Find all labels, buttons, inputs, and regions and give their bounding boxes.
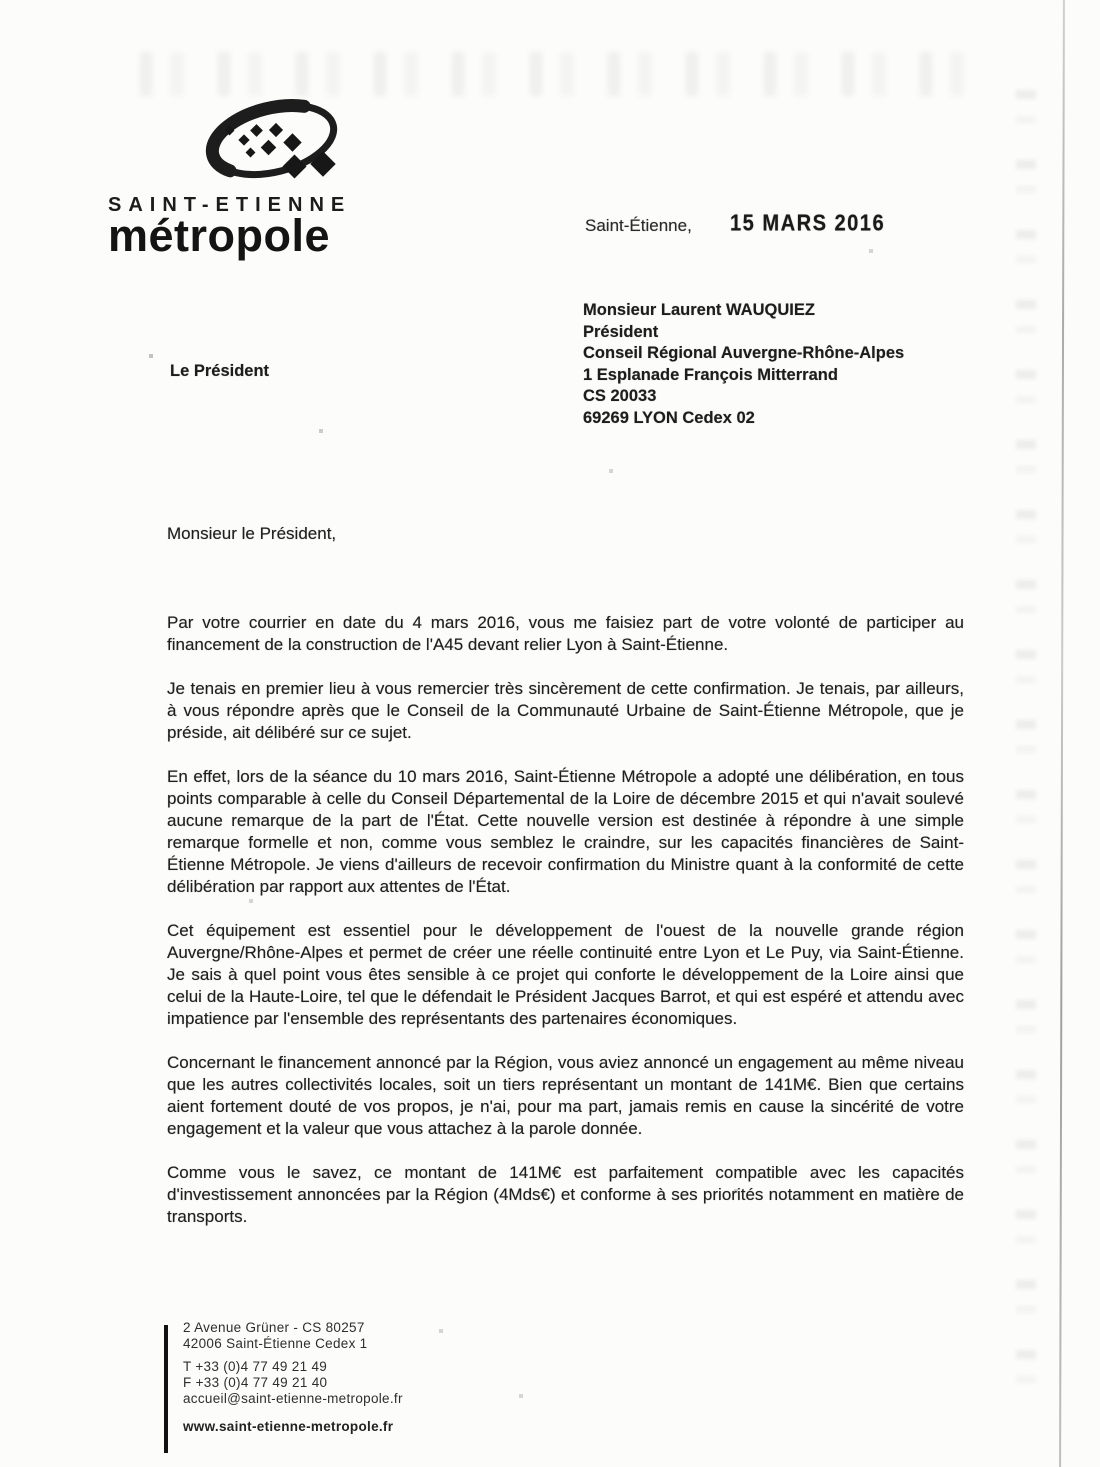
footer-phone: T +33 (0)4 77 49 21 49: [183, 1359, 328, 1374]
footer-address: [183, 1320, 403, 1352]
paragraph-4: Cet équipement est essentiel pour le développement de l'ouest de la nouvelle grande région Auvergne/Rhône-Alpes et permet de créer une réelle continuité entre Lyon et Le Puy, via Saint-Étienne. Je sais à quel point vous êtes sensible à ce projet qui conforte le développement de la Loire ainsi que celui de la Haute-Loire, tel que le défendait le Président Jacques Barrot, et qui est espéré et attendu avec impatience par l'ensemble des représentants des partenaires économiques.: [167, 921, 964, 1028]
footer-website: www.saint-etienne-metropole.fr: [183, 1419, 394, 1434]
recipient-name: Monsieur Laurent WAUQUIEZ: [583, 301, 815, 319]
paragraph-2: Je tenais en premier lieu à vous remercier très sincèrement de cette confirmation. Je tenais, par ailleurs, à vous répondre après que le Conseil de la Communauté Urbaine de Saint-Étienne Métropole, que je préside, ait délibéré sur ce sujet.: [167, 679, 964, 742]
recipient-organization: Conseil Régional Auvergne-Rhône-Alpes: [583, 344, 905, 362]
scan-artifact-right-margin-marks: [1016, 90, 1036, 1410]
footer-fax: F +33 (0)4 77 49 21 40: [183, 1375, 328, 1390]
paragraph-5: Concernant le financement annoncé par la Région, vous aviez annoncé un engagement au même niveau que les autres collectivités locales, soit un tiers représentant un montant de 141M€. Bien que certains aient fortement douté de vos propos, je n'ai, pour ma part, jamais remis en cause la sincérité de votre engagement et la valeur que vous attachez à la parole donnée.: [167, 1053, 964, 1138]
saint-etienne-metropole-logo: [108, 92, 388, 262]
scan-artifact-page-edge-line: [1059, 0, 1065, 1467]
logo-swoosh-icon: [168, 92, 378, 192]
paragraph-1: Par votre courrier en date du 4 mars 2016, vous me faisiez part de votre volonté de participer au financement de la construction de l'A45 devant relier Lyon à Saint-Étienne.: [167, 613, 964, 654]
footer-address-line1: 2 Avenue Grüner - CS 80257: [183, 1320, 365, 1335]
logo-text-saint-etienne: SAINT-ETIENNE: [108, 194, 352, 216]
date-stamp: 15 MARS 2016: [729, 211, 885, 236]
letter-body: [167, 612, 964, 1250]
paragraph-3: En effet, lors de la séance du 10 mars 2016, Saint-Étienne Métropole a adopté une délibération, en tous points comparable à celle du Conseil Départemental de la Loire de décembre 2015 et qui n'avait soulevé aucune remarque de la part de l'État. Cette nouvelle version est destinée à répondre à une simple remarque formelle et non, comme vous semblez le craindre, sur les capacités financières de Saint-Étienne Métropole. Je viens d'ailleurs de recevoir confirmation du Ministre quant à la conformité de cette délibération par rapport aux attentes de l'État.: [167, 767, 964, 896]
recipient-title: Président: [583, 322, 659, 341]
recipient-cs-box: CS 20033: [583, 387, 657, 405]
footer-address-line2: 42006 Saint-Étienne Cedex 1: [183, 1336, 368, 1351]
footer-contact-block: [164, 1320, 403, 1435]
logo-text-metropole: métropole: [108, 210, 331, 261]
place-label: Saint-Étienne,: [585, 216, 692, 235]
recipient-address-block: [583, 300, 904, 429]
recipient-street: 1 Esplanade François Mitterrand: [583, 365, 838, 384]
place-and-date-line: [585, 213, 891, 237]
sender-title: Le Président: [170, 362, 270, 380]
recipient-city-postcode: 69269 LYON Cedex 02: [583, 408, 755, 427]
scan-artifact-speckles: [0, 0, 2, 2]
salutation: Monsieur le Président,: [167, 524, 337, 543]
paragraph-6: Comme vous le savez, ce montant de 141M€ est parfaitement compatible avec les capacités d'investissement annoncées par la Région (4Mds€) et conforme à ses priorités notamment en matière de transports.: [167, 1163, 964, 1226]
scan-artifact-top-ghost-text: [140, 52, 980, 96]
footer-email: accueil@saint-etienne-metropole.fr: [183, 1391, 403, 1406]
